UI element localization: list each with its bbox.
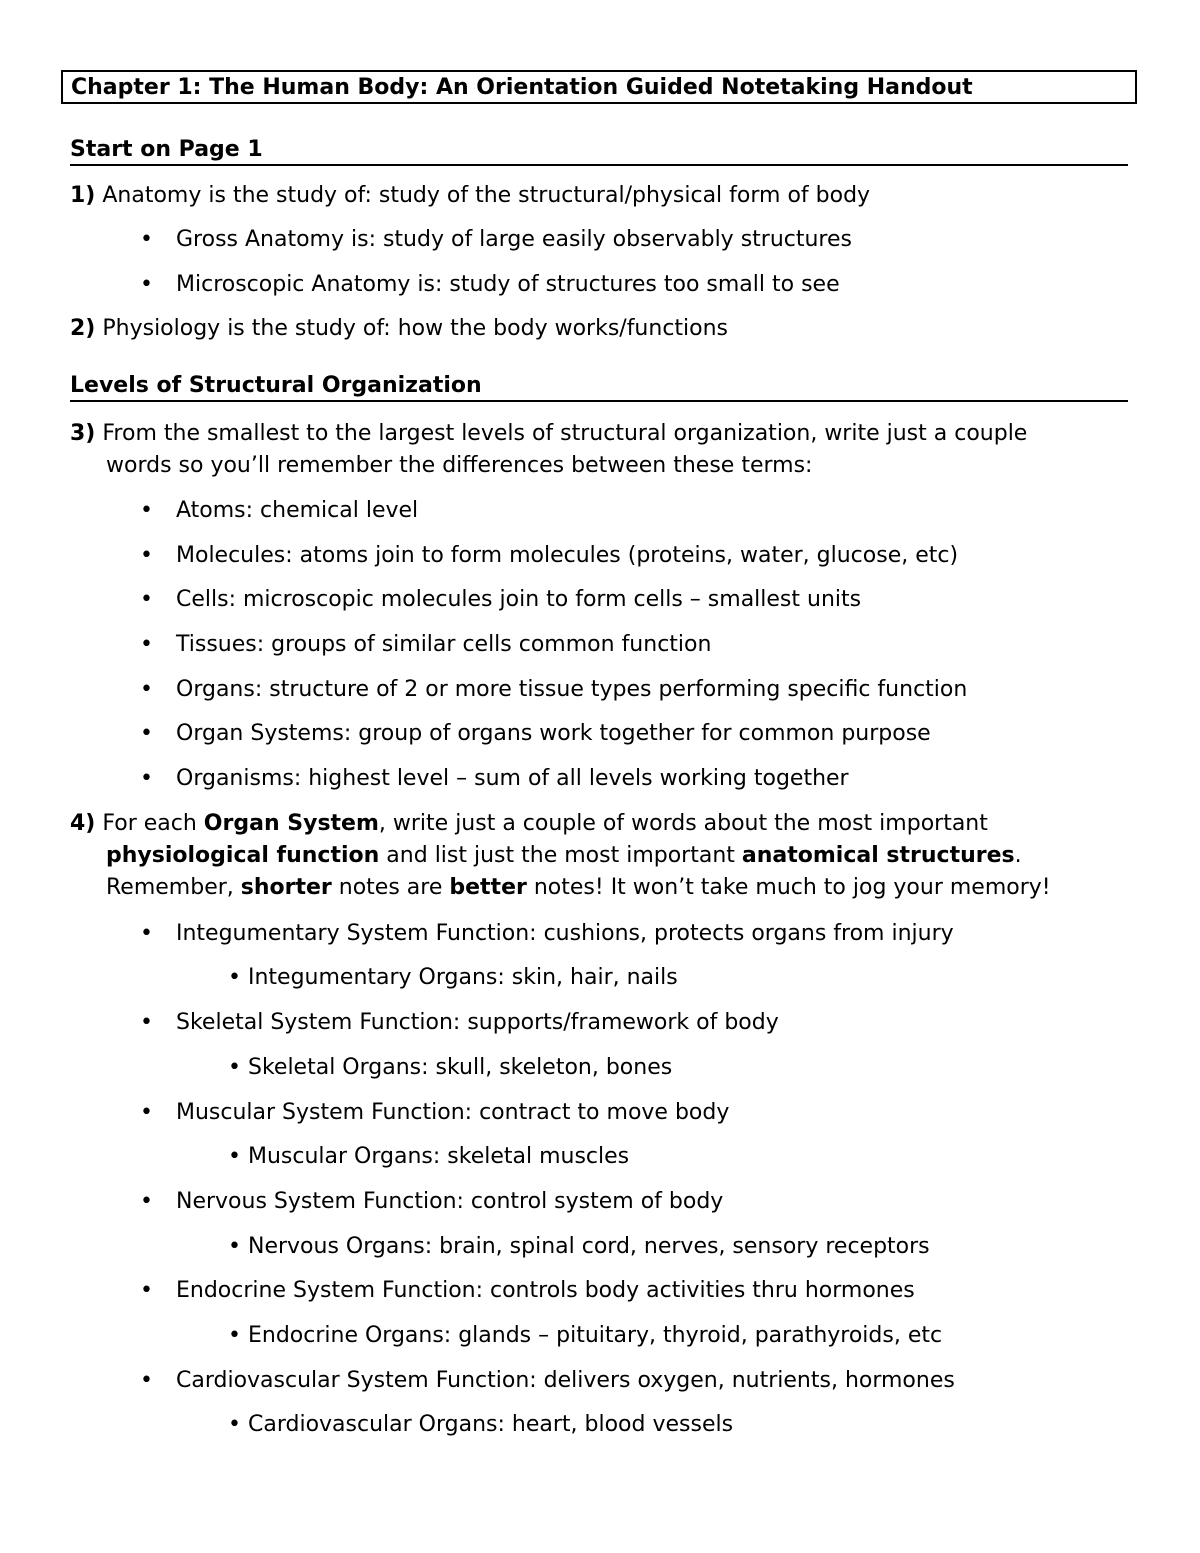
bullet-icon: •: [140, 498, 153, 523]
question-number: 1): [70, 183, 96, 208]
system-organs-text: Integumentary Organs: skin, hair, nails: [247, 965, 678, 990]
list-item: Atoms: chemical level: [176, 498, 419, 523]
bullet-icon: •: [140, 677, 153, 702]
system-organs-text: Endocrine Organs: glands – pituitary, thyroid, parathyroids, etc: [247, 1323, 943, 1348]
bullet-icon: •: [140, 921, 153, 946]
system-organs: • Skeletal Organs: skull, skeleton, bones: [228, 1055, 673, 1080]
question-text: , write just a couple of words about the most important: [378, 811, 988, 836]
section-heading-levels: Levels of Structural Organization: [70, 372, 1128, 402]
system-function: Skeletal System Function: supports/framework of body: [176, 1010, 779, 1035]
emphasis-text: shorter: [240, 875, 332, 900]
bullet-icon: •: [140, 1189, 153, 1214]
question-text: and list just the most important: [379, 843, 742, 868]
question-text-continued: words so you’ll remember the differences between these terms:: [106, 453, 813, 478]
page-title: Chapter 1: The Human Body: An Orientation Guided Notetaking Handout: [61, 70, 1137, 104]
question-1: [70, 180, 870, 212]
system-organs: • Muscular Organs: skeletal muscles: [228, 1144, 630, 1169]
list-item: Organs: structure of 2 or more tissue types performing specific function: [176, 677, 968, 702]
system-organs-text: Muscular Organs: skeletal muscles: [247, 1144, 630, 1169]
bullet-icon: •: [140, 587, 153, 612]
system-organs: • Endocrine Organs: glands – pituitary, thyroid, parathyroids, etc: [228, 1323, 943, 1348]
list-item: Tissues: groups of similar cells common function: [176, 632, 712, 657]
system-organs: • Integumentary Organs: skin, hair, nails: [228, 965, 678, 990]
question-text: Anatomy is the study of: study of the structural/physical form of body: [102, 183, 871, 208]
bullet-icon: •: [140, 1100, 153, 1125]
question-number: 3): [70, 421, 96, 446]
bullet-icon: •: [140, 721, 153, 746]
question-text-continued: [106, 872, 1051, 904]
question-text: Physiology is the study of: how the body works/functions: [102, 316, 729, 341]
bullet-icon: •: [140, 1278, 153, 1303]
list-item: Microscopic Anatomy is: study of structures too small to see: [176, 272, 840, 297]
bullet-icon: •: [140, 227, 153, 252]
question-text: From the smallest to the largest levels of structural organization, write just a couple: [102, 421, 1028, 446]
bullet-icon: •: [140, 632, 153, 657]
list-item: Organisms: highest level – sum of all levels working together: [176, 766, 849, 791]
bullet-icon: •: [140, 766, 153, 791]
system-function: Muscular System Function: contract to move body: [176, 1100, 730, 1125]
system-function: Integumentary System Function: cushions, protects organs from injury: [176, 921, 954, 946]
question-text: .: [1014, 843, 1022, 868]
system-organs: • Cardiovascular Organs: heart, blood vessels: [228, 1412, 734, 1437]
question-text: notes are: [331, 875, 450, 900]
question-3: [70, 418, 1027, 450]
emphasis-text: anatomical structures: [741, 843, 1015, 868]
system-function: Nervous System Function: control system of body: [176, 1189, 724, 1214]
bullet-icon: •: [140, 272, 153, 297]
list-item: Organ Systems: group of organs work together for common purpose: [176, 721, 931, 746]
list-item: Gross Anatomy is: study of large easily observably structures: [176, 227, 852, 252]
system-organs: • Nervous Organs: brain, spinal cord, nerves, sensory receptors: [228, 1234, 930, 1259]
question-text-continued: [106, 840, 1022, 872]
bullet-icon: •: [140, 1010, 153, 1035]
question-text: Remember,: [106, 875, 241, 900]
system-organs-text: Skeletal Organs: skull, skeleton, bones: [247, 1055, 673, 1080]
system-organs-text: Nervous Organs: brain, spinal cord, nerves, sensory receptors: [247, 1234, 930, 1259]
section-heading-start: Start on Page 1: [70, 136, 1128, 166]
emphasis-text: better: [449, 875, 527, 900]
list-item: Molecules: atoms join to form molecules (proteins, water, glucose, etc): [176, 543, 959, 568]
question-number: 4): [70, 811, 96, 836]
emphasis-text: physiological function: [106, 843, 380, 868]
list-item: Cells: microscopic molecules join to form cells – smallest units: [176, 587, 862, 612]
system-organs-text: Cardiovascular Organs: heart, blood vessels: [247, 1412, 734, 1437]
question-text: For each: [102, 811, 204, 836]
question-text: notes! It won’t take much to jog your memory!: [526, 875, 1051, 900]
emphasis-text: Organ System: [203, 811, 379, 836]
question-2: [70, 313, 728, 345]
system-function: Endocrine System Function: controls body activities thru hormones: [176, 1278, 915, 1303]
question-number: 2): [70, 316, 96, 341]
bullet-icon: •: [140, 543, 153, 568]
question-4: [70, 808, 988, 840]
bullet-icon: •: [140, 1368, 153, 1393]
system-function: Cardiovascular System Function: delivers oxygen, nutrients, hormones: [176, 1368, 955, 1393]
